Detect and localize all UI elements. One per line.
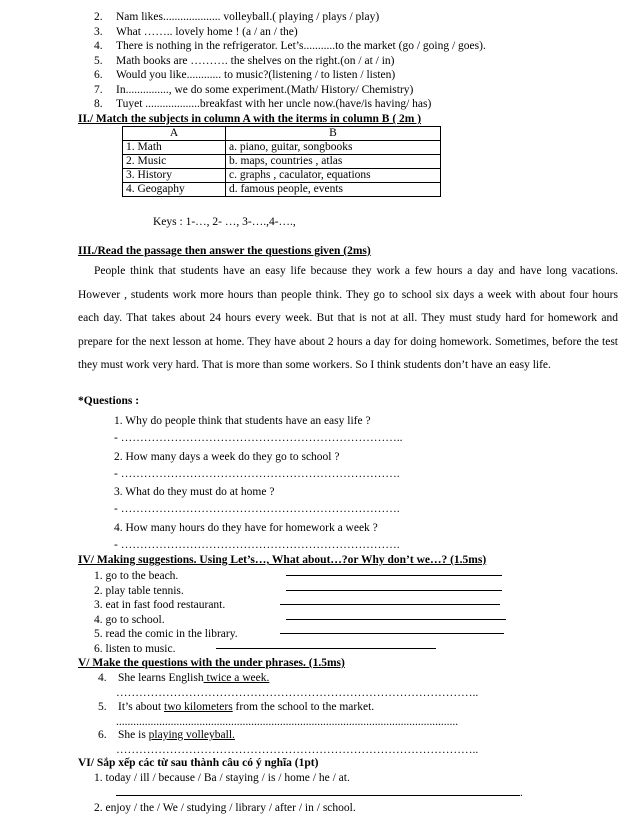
section-5-title: V/ Make the questions with the under phrases. (1.5ms) — [78, 657, 345, 669]
answer-line[interactable]: - ……………………………………………………………….. — [114, 432, 403, 444]
column-b-header: B — [226, 127, 441, 141]
item-text: Would you like............ to music?(listening / to listen / listen) — [116, 69, 396, 81]
answer-line[interactable]: ………………………………………………………………………………….. — [116, 687, 479, 699]
question-item — [98, 728, 235, 743]
reading-passage: People think that students have an easy life because they work a few hours a day and have long vacations. However , students work more hours than people think. They go to school six days a week with about four hours each day. That takes about 24 hours every week. But that is not at all. They must study hard for homework and prepare for the next lesson at home. They have about 2 hours a day for doing homework. Sometimes, before the test they must work very hard. That is more than some workers. So I think students don’t have an easy life. — [78, 265, 618, 371]
table-cell: 2. Music — [123, 155, 226, 169]
item-text: Tuyet ...................breakfast with her uncle now.(have/is having/ has) — [116, 98, 432, 110]
section-4-title: IV/ Making suggestions. Using Let’s…, What about…?or Why don’t we…? (1.5ms) — [78, 554, 487, 566]
table-cell: 3. History — [123, 169, 226, 183]
table-row — [123, 183, 441, 197]
item-text: from the school to the market. — [232, 700, 375, 713]
item-number: 5. — [94, 54, 103, 67]
answer-line[interactable]: ………………………………………………………………………………….. — [116, 744, 479, 756]
answer-end: . — [520, 787, 523, 799]
match-table — [122, 126, 441, 197]
section-3-title: III./Read the passage then answer the questions given (2ms) — [78, 245, 371, 257]
answer-line[interactable]: - ………………………………………………………………. — [114, 503, 400, 515]
suggestion-item: 6. listen to music. — [94, 642, 176, 655]
suggestion-item: 5. read the comic in the library. — [94, 628, 238, 640]
reorder-question: 1. today / ill / because / Ba / staying / is / home / he / at. — [94, 772, 350, 784]
answer-line[interactable]: ....................................................................................................................... — [116, 715, 459, 728]
answer-line[interactable] — [286, 566, 502, 581]
questions-label: *Questions : — [78, 395, 140, 407]
item-text: It’s about — [118, 700, 164, 713]
answer-line[interactable] — [280, 595, 500, 610]
table-row — [123, 141, 441, 155]
suggestion-item: 3. eat in fast food restaurant. — [94, 599, 226, 611]
question-text: 2. How many days a week do they go to school ? — [114, 450, 340, 463]
item-number: 3. — [94, 25, 103, 38]
table-cell: 1. Math — [123, 141, 226, 155]
table-cell: b. maps, countries , atlas — [226, 155, 441, 169]
table-cell: c. graphs , caculator, equations — [226, 169, 441, 183]
answer-line[interactable] — [116, 786, 523, 801]
question-text: 4. How many hours do they have for homework a week ? — [114, 521, 378, 534]
exercise-item — [94, 10, 379, 25]
item-number: 6. — [98, 729, 107, 741]
exercise-item — [94, 97, 431, 112]
item-number: 4. — [98, 672, 107, 684]
item-number: 4. — [94, 40, 103, 52]
exercise-item — [94, 68, 395, 83]
item-number: 2. — [94, 11, 103, 23]
item-text: In..............., we do some experiment.(Math/ History/ Chemistry) — [116, 83, 414, 96]
item-number: 5. — [98, 700, 107, 713]
suggestion-item: 1. go to the beach. — [94, 570, 179, 582]
underlined-phrase: two kilometers — [164, 700, 233, 713]
reorder-question: 2. enjoy / the / We / studying / library / after / in / school. — [94, 802, 356, 814]
item-number: 7. — [94, 83, 103, 96]
exercise-item — [94, 83, 413, 98]
table-row — [123, 155, 441, 169]
suggestion-item: 2. play table tennis. — [94, 584, 184, 597]
keys-line: Keys : 1-…, 2- …, 3-….,4-…., — [153, 216, 296, 228]
suggestion-item: 4. go to school. — [94, 613, 165, 626]
item-text: There is nothing in the refrigerator. Let’s...........to the market (go / going / goes). — [116, 40, 486, 52]
question-text: 1. Why do people think that students have an easy life ? — [114, 415, 371, 427]
answer-line[interactable] — [286, 610, 506, 625]
question-item — [98, 671, 269, 686]
exercise-item — [94, 39, 486, 54]
item-text: Math books are ………. the shelves on the right.(on / at / in) — [116, 54, 395, 67]
table-cell: 4. Geogaphy — [123, 183, 226, 197]
underlined-phrase: twice a week. — [203, 672, 270, 684]
question-item — [98, 700, 374, 715]
answer-line[interactable]: - ………………………………………………………………. — [114, 538, 400, 551]
item-text: She is — [118, 729, 149, 741]
item-text: What …….. lovely home ! (a / an / the) — [116, 25, 298, 38]
answer-line[interactable] — [216, 639, 436, 654]
answer-line[interactable] — [280, 624, 504, 639]
item-text: Nam likes.................... volleyball.( playing / plays / play) — [116, 11, 380, 23]
underlined-phrase: playing volleyball. — [148, 729, 235, 741]
section-2-title: II./ Match the subjects in column A with the iterms in column B ( 2m ) — [78, 113, 422, 125]
question-text: 3. What do they must do at home ? — [114, 486, 275, 498]
exercise-item — [94, 25, 298, 40]
table-row — [123, 169, 441, 183]
answer-line[interactable]: - ………………………………………………………………. — [114, 467, 400, 480]
table-cell: a. piano, guitar, songbooks — [226, 141, 441, 155]
column-a-header: A — [123, 127, 226, 141]
answer-line[interactable] — [286, 581, 502, 596]
section-6-title: VI/ Sắp xếp các từ sau thành câu có ý nghĩa (1pt) — [78, 757, 319, 769]
item-number: 6. — [94, 69, 103, 81]
table-cell: d. famous people, events — [226, 183, 441, 197]
exercise-item — [94, 54, 395, 69]
item-number: 8. — [94, 98, 103, 110]
item-text: She learns English — [118, 672, 204, 684]
